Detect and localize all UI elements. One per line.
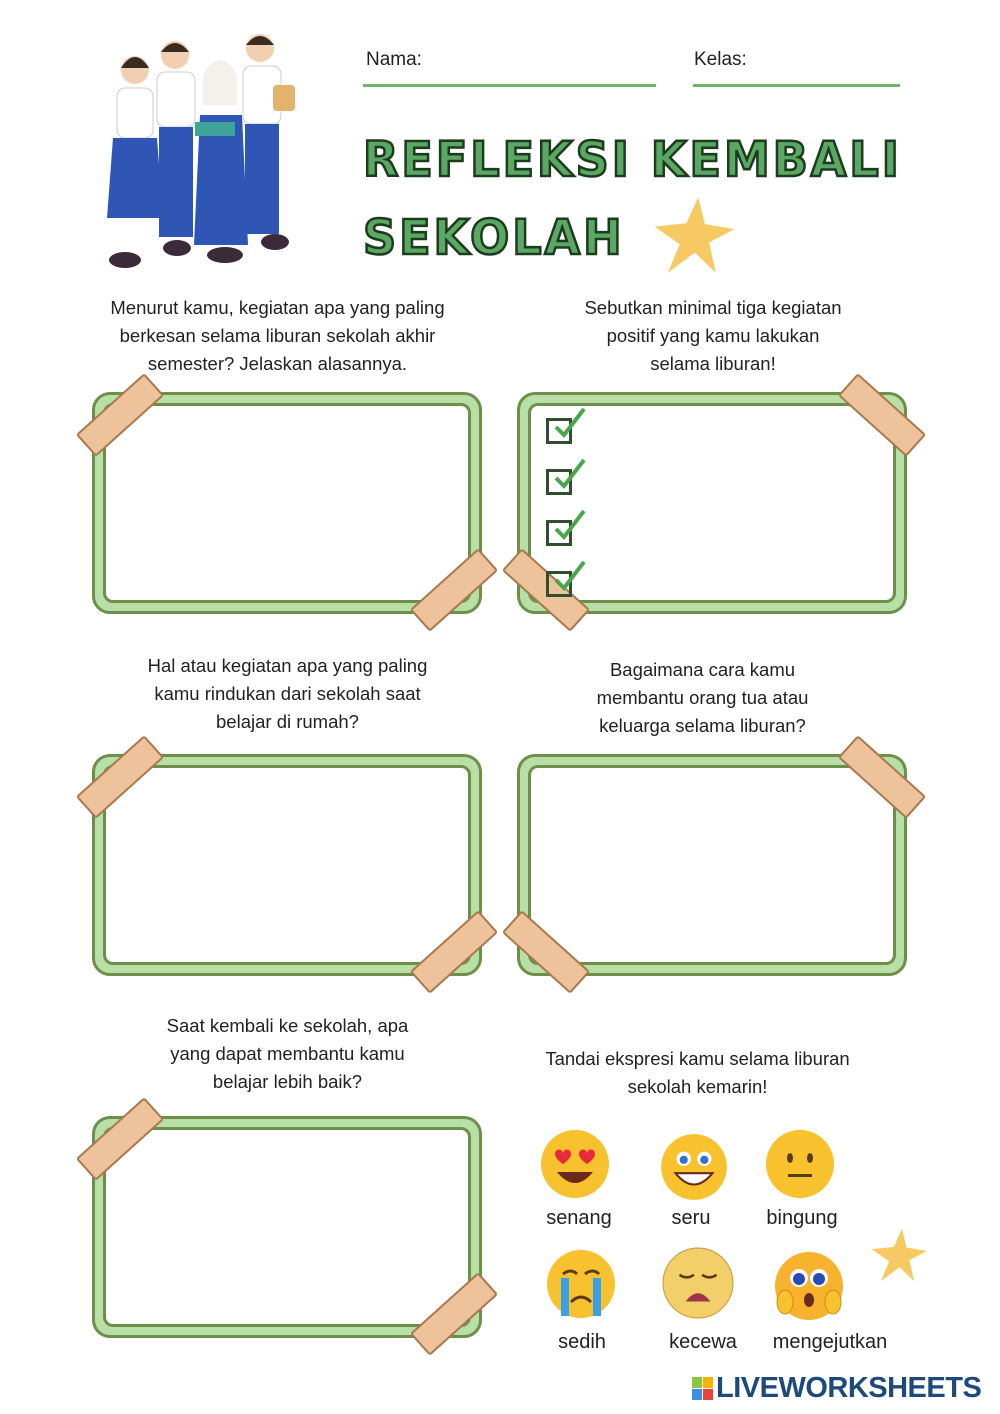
class-label: Kelas: xyxy=(694,49,747,70)
emotion-label-mengejutkan: mengejutkan xyxy=(772,1331,888,1353)
surprised-emoji-icon[interactable] xyxy=(773,1250,845,1322)
emotion-label-sedih: sedih xyxy=(558,1331,606,1353)
question-5: Saat kembali ke sekolah, apa yang dapat membantu kamu belajar lebih baik? xyxy=(166,1015,409,1092)
students-illustration xyxy=(95,30,305,280)
question-6: Tandai ekspresi kamu selama liburan sekolah kemarin! xyxy=(545,1048,850,1097)
heart-eyes-emoji-icon[interactable] xyxy=(539,1128,611,1200)
title-line-2: SEKOLAH xyxy=(363,208,625,266)
star-icon xyxy=(652,192,736,278)
answer-box-5[interactable] xyxy=(92,1116,482,1338)
checkbox-2[interactable] xyxy=(546,469,572,495)
checkbox-1[interactable] xyxy=(546,418,572,444)
neutral-emoji-icon[interactable] xyxy=(764,1128,836,1200)
emotion-label-seru: seru xyxy=(671,1207,711,1229)
checkbox-3[interactable] xyxy=(546,520,572,546)
answer-box-4[interactable] xyxy=(517,754,907,976)
crying-emoji-icon[interactable] xyxy=(545,1248,617,1320)
live-logo-icon xyxy=(692,1377,714,1401)
check-icon xyxy=(553,405,587,439)
question-3: Hal atau kegiatan apa yang paling kamu rindukan dari sekolah saat belajar di rumah? xyxy=(147,655,428,732)
title-line-1: REFLEKSI KEMBALI xyxy=(363,130,902,188)
question-4: Bagaimana cara kamu membantu orang tua atau keluarga selama liburan? xyxy=(596,659,809,736)
name-input-line[interactable] xyxy=(363,84,656,87)
name-label: Nama: xyxy=(366,49,422,70)
answer-box-1[interactable] xyxy=(92,392,482,614)
grinning-emoji-icon[interactable] xyxy=(655,1130,733,1204)
emotion-label-senang: senang xyxy=(546,1207,612,1229)
check-icon xyxy=(553,558,587,592)
class-input-line[interactable] xyxy=(693,84,900,87)
disappointed-emoji-icon[interactable] xyxy=(659,1246,737,1320)
question-2: Sebutkan minimal tiga kegiatan positif yang kamu lakukan selama liburan! xyxy=(584,297,842,374)
check-icon xyxy=(553,507,587,541)
check-icon xyxy=(553,456,587,490)
star-icon xyxy=(870,1225,928,1285)
emotion-label-kecewa: kecewa xyxy=(669,1331,737,1353)
question-1: Menurut kamu, kegiatan apa yang paling berkesan selama liburan sekolah akhir semester? Jelaskan alasannya. xyxy=(110,297,445,374)
checkbox-4[interactable] xyxy=(546,571,572,597)
liveworksheets-brand: LIVEWORKSHEETS xyxy=(716,1372,982,1404)
answer-box-3[interactable] xyxy=(92,754,482,976)
emotion-label-bingung: bingung xyxy=(766,1207,838,1229)
